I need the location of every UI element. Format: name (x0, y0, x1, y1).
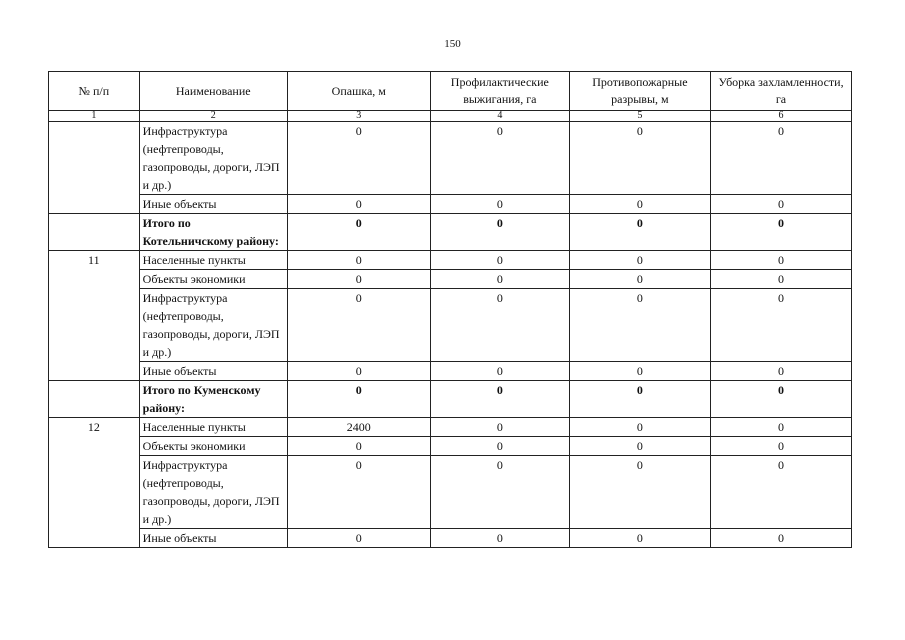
cell-plowing: 0 (287, 456, 430, 529)
cell-firebreaks: 0 (569, 270, 710, 289)
total-row (49, 214, 852, 251)
row-name: Объекты экономики (139, 270, 287, 289)
cell-plowing: 0 (287, 437, 430, 456)
table-row (49, 289, 852, 362)
cell-firebreaks: 0 (569, 362, 710, 381)
cell-plowing: 0 (287, 122, 430, 195)
cell-burning: 0 (430, 362, 569, 381)
table-row (49, 122, 852, 195)
row-name: Населенные пункты (139, 251, 287, 270)
cell-cleanup: 0 (710, 381, 851, 418)
cell-firebreaks: 0 (569, 289, 710, 362)
cell-plowing: 0 (287, 270, 430, 289)
column-number: 4 (430, 111, 569, 122)
header-burning: Профилактические выжигания, га (430, 72, 569, 111)
column-number: 5 (569, 111, 710, 122)
header-row (49, 72, 852, 111)
cell-plowing: 0 (287, 529, 430, 548)
fire-prevention-table (48, 71, 852, 548)
table-row (49, 456, 852, 529)
cell-burning: 0 (430, 529, 569, 548)
column-number: 1 (49, 111, 140, 122)
cell-cleanup: 0 (710, 270, 851, 289)
cell-burning: 0 (430, 456, 569, 529)
row-name: Инфраструктура (нефтепроводы, газопроводы, дороги, ЛЭП и др.) (139, 456, 287, 529)
cell-plowing: 2400 (287, 418, 430, 437)
cell-plowing: 0 (287, 381, 430, 418)
table-row (49, 251, 852, 270)
cell-cleanup: 0 (710, 195, 851, 214)
table-row (49, 529, 852, 548)
table-row (49, 362, 852, 381)
cell-firebreaks: 0 (569, 456, 710, 529)
cell-burning: 0 (430, 289, 569, 362)
row-name: Населенные пункты (139, 418, 287, 437)
table-row (49, 437, 852, 456)
row-name: Итого по Котельничскому району: (139, 214, 287, 251)
cell-cleanup: 0 (710, 251, 851, 270)
column-number: 6 (710, 111, 851, 122)
row-number (49, 381, 140, 418)
cell-plowing: 0 (287, 289, 430, 362)
header-plowing: Опашка, м (287, 72, 430, 111)
cell-burning: 0 (430, 251, 569, 270)
cell-firebreaks: 0 (569, 251, 710, 270)
row-number: 12 (49, 418, 140, 548)
cell-cleanup: 0 (710, 122, 851, 195)
row-number (49, 122, 140, 214)
row-number: 11 (49, 251, 140, 381)
row-name: Итого по Куменскому району: (139, 381, 287, 418)
cell-cleanup: 0 (710, 362, 851, 381)
table-row (49, 270, 852, 289)
header-num: № п/п (49, 72, 140, 111)
cell-firebreaks: 0 (569, 381, 710, 418)
cell-burning: 0 (430, 195, 569, 214)
cell-cleanup: 0 (710, 437, 851, 456)
cell-firebreaks: 0 (569, 437, 710, 456)
cell-plowing: 0 (287, 195, 430, 214)
cell-cleanup: 0 (710, 289, 851, 362)
cell-cleanup: 0 (710, 418, 851, 437)
column-number-row (49, 111, 852, 122)
cell-plowing: 0 (287, 251, 430, 270)
row-name: Иные объекты (139, 195, 287, 214)
header-name: Наименование (139, 72, 287, 111)
row-name: Инфраструктура (нефтепроводы, газопроводы, дороги, ЛЭП и др.) (139, 289, 287, 362)
cell-burning: 0 (430, 418, 569, 437)
header-cleanup: Уборка захламленности, га (710, 72, 851, 111)
cell-cleanup: 0 (710, 214, 851, 251)
cell-firebreaks: 0 (569, 214, 710, 251)
row-name: Иные объекты (139, 529, 287, 548)
table-row (49, 195, 852, 214)
cell-plowing: 0 (287, 362, 430, 381)
cell-cleanup: 0 (710, 529, 851, 548)
column-number: 2 (139, 111, 287, 122)
cell-plowing: 0 (287, 214, 430, 251)
row-name: Иные объекты (139, 362, 287, 381)
cell-burning: 0 (430, 122, 569, 195)
row-name: Инфраструктура (нефтепроводы, газопроводы, дороги, ЛЭП и др.) (139, 122, 287, 195)
cell-burning: 0 (430, 437, 569, 456)
cell-firebreaks: 0 (569, 529, 710, 548)
header-firebreaks: Противопожарные разрывы, м (569, 72, 710, 111)
page-number: 150 (444, 38, 461, 50)
cell-firebreaks: 0 (569, 195, 710, 214)
cell-firebreaks: 0 (569, 418, 710, 437)
row-name: Объекты экономики (139, 437, 287, 456)
cell-burning: 0 (430, 270, 569, 289)
cell-burning: 0 (430, 214, 569, 251)
total-row (49, 381, 852, 418)
cell-burning: 0 (430, 381, 569, 418)
cell-cleanup: 0 (710, 456, 851, 529)
cell-firebreaks: 0 (569, 122, 710, 195)
table-row (49, 418, 852, 437)
row-number (49, 214, 140, 251)
column-number: 3 (287, 111, 430, 122)
